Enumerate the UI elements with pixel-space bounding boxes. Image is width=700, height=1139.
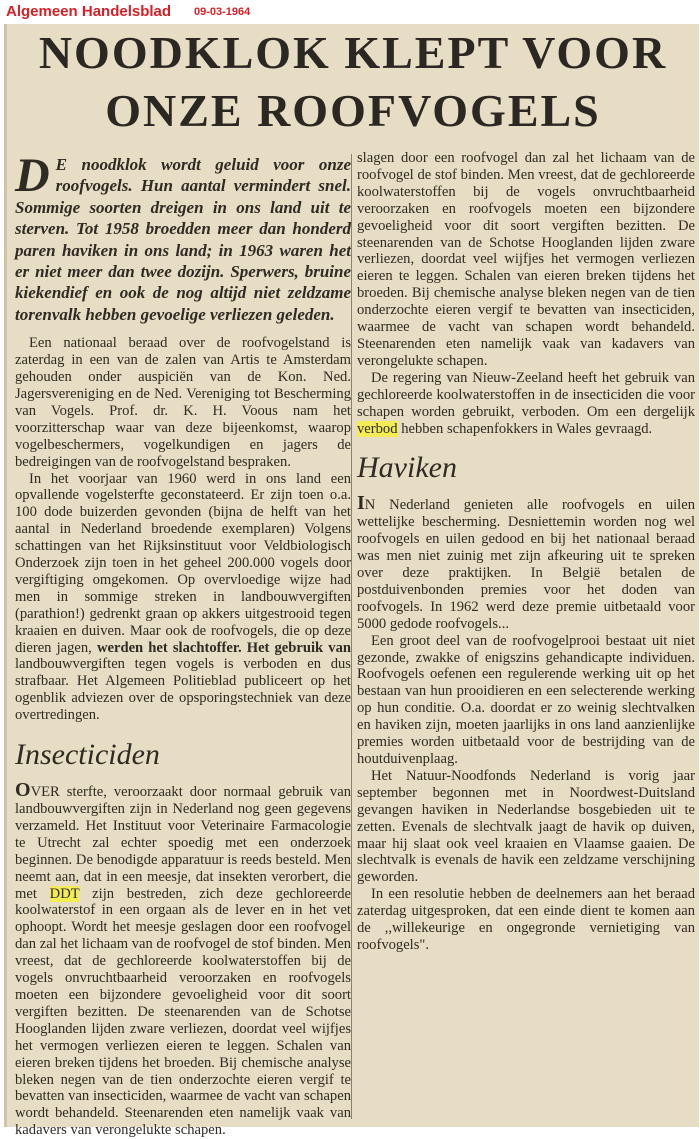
highlighted-term: verbod: [357, 420, 398, 437]
initial-letter: I: [357, 492, 365, 515]
lead-drop-cap: D: [15, 149, 50, 202]
paragraph: In een resolutie hebben de deelnemers aan het beraad zaterdag uitgesproken, dat een einde dient te komen aan de ,,willekeurige en ongegronde vernietiging van roofvogels".: [357, 886, 695, 953]
lead-paragraph: [15, 149, 351, 325]
column-divider: [351, 154, 352, 1119]
publication-name: Algemeen Handelsblad: [6, 3, 172, 20]
paragraph: Het Natuur-Noodfonds Nederland is vorig jaar september begonnen met in Noordwest-Duitsland gevangen haviken in Nederlandse bosgebieden uit te zetten. Evenals de slechtvalk jaagt de havik op duiven, maar hij slaat ook veel kraaien en Vlaamse gaaien. De slechtvalk is evenals de havik een zeldzame verschijning geworden.: [357, 767, 695, 886]
paragraph-text: De regering van Nieuw-Zeeland heeft het gebruik van gechloreerde koolwaterstoffen in de insecticiden die voor schapen worden gebruikt, verboden. Om een dergelijk: [357, 369, 695, 420]
initial-letter: O: [15, 779, 31, 802]
paragraph: [15, 779, 351, 1139]
headline-line-1: NOODKLOK KLEPT VOOR: [38, 27, 668, 78]
top-bar: [0, 0, 700, 24]
paragraph: [357, 492, 695, 632]
subheading-haviken: Haviken: [357, 451, 457, 485]
paragraph: Een nationaal beraad over de roofvogelstand is zaterdag in een van de zalen van Artis te Amsterdam gehouden onder auspiciën van de Kon. Ned. Jagersvereniging en de Ned. Vereniging tot Bescherming van Vogels. Prof. dr. K. H. Voous nam het voorzitterschap waar van deze bijeenkomst, waarop vogelbeschermers, vogelkundigen en jagers de bedreigingen van de roofvogelstand bespraken.: [15, 335, 351, 470]
paragraph-text: slagen door een roofvogel dan zal het lichaam van de roofvogel de stof binden. Men vreest, dat de gechloreerde koolwaterstoffen bij de vogels onvruchtbaarheid veroorzaken en roofvogels moeten een bijzondere gevoeligheid voor dit soort vergiften bezitten. De steenarenden van de Schotse Hooglanden lijden zware verliezen, doordat veel wijfjes het vermogen verliezen eieren te leggen. Schalen van eieren breken tijdens het broeden. Bij chemische analyse bleken negen van de tien onderzochte eieren vergif te bevatten van insecticiden, waarmee de vacht van schapen wordt behandeld. Steenarenden eten namelijk vaak van kadavers van verongelukte schapen.: [357, 150, 695, 369]
paragraph: Een groot deel van de roofvogelprooi bestaat uit niet gezonde, zwakke of enigszins gehandicapte individuen. Roofvogels oefenen een regulerende werking uit op het bestaan van hun prooidieren en een selecterende werking op hun conditie. O.a. doordat er zo weinig slechtvalken en haviken zijn, moeten jaarlijks in ons land aanzienlijke premies worden uitbetaald voor de bestrijding van de houtduivenplaag.: [357, 632, 695, 767]
paragraph-text: zijn bestreden, zich deze gechloreerde koolwaterstof in een orgaan als de lever en in het vet ophoopt. Wordt het meesje geslagen door een roofvogel dan zal het lichaam van de roofvogel de stof binden. Men vreest, dat de gechloreerde koolwaterstoffen bij de vogels onvruchtbaarheid veroorzaken en roofvogels moeten een bijzondere gevoeligheid voor dit soort vergiften bezitten. De steenarenden van de Schotse Hooglanden lijden zware verliezen, doordat veel wijfjes het vermogen verliezen eieren te leggen. Schalen van eieren breken tijdens het broeden. Bij chemische analyse bleken negen van de tien onderzochte eieren vergif te bevatten van insecticiden, waarmee de vacht van schapen wordt behandeld. Steenarenden eten namelijk vaak van kadavers van verongelukte schapen.: [15, 885, 351, 1139]
paragraph: [357, 150, 695, 370]
paragraph-text: landbouwvergiften tegen vogels is verboden en dus strafbaar. Het Algemeen Politieblad publiceert op het ogenblik adviezen over de opsporingstechniek van deze overtredingen.: [15, 656, 351, 724]
paragraph: [357, 370, 695, 438]
paragraph-text: hebben schapenfokkers in Wales gevraagd.: [401, 420, 653, 437]
newspaper-clipping: [4, 24, 699, 1139]
column-right: [357, 150, 695, 1124]
lead-text: E noodklok wordt geluid voor onze roofvogels. Hun aantal vermindert snel. Sommige soorten dreigen in ons land uit te sterven. Tot 1958 broedden meer dan honderd paren haviken in ons land; in 1963 waren het er niet meer dan twee dozijn. Sperwers, bruine kiekendief en ook de nog altijd niet zeldzame torenvalk hebben gevoelige verliezen geleden.: [15, 155, 351, 324]
column-left: [15, 149, 351, 1139]
paragraph: [15, 471, 351, 725]
headline-line-2: ONZE ROOFVOGELS: [105, 85, 601, 136]
paragraph-text: VER sterfte, veroorzaakt door normaal gebruik van landbouwvergiften zijn in Nederland nog geen gegevens verzameld. Het Instituut voor Veterinaire Farmacologie te Utrecht zal echter spoedig met een onderzoek beginnen. De benodigde apparatuur is reeds besteld. Men neemt aan, dat in een meesje, dat insekten verorbert, die met: [15, 784, 351, 902]
subheading-insecticiden: Insecticiden: [15, 738, 160, 772]
bold-text: werden het slachtoffer. Het gebruik van: [96, 639, 351, 656]
paragraph-text: N Nederland genieten alle roofvogels en uilen wettelijke bescherming. Desniettemin worden nog wel roofvogels en uilen gedood en bij het nationaal beraad was men niet zuinig met zijn afkeuring uit te spreken over deze praktijken. In België betalen de postduivenbonden premies voor het doden van roofvogels. In 1962 werd deze premie uitbetaald voor 5000 gedode roofvogels...: [357, 497, 695, 632]
paragraph-text: In het voorjaar van 1960 werd in ons land een opvallende vogelsterfte geconstateerd. Er zijn toen o.a. 100 dode buizerden gevonden (bijna de helft van het aantal in Nederland broedende exemplaren) Volgens schattingen van het Rijksinstituut voor Veldbiologisch Onderzoek zijn toen in het geheel 200.000 vogels door vergiftiging omgekomen. Op overvloedige wijze had men in sommige streken in landbouwvergiften (parathion!) gedrenkt graan op akkers uitgestrooid tegen kraaien en duiven. Maar ook de roofvogels, die op deze dieren jagen,: [15, 470, 351, 656]
publication-date: 09-03-1964: [194, 6, 251, 18]
highlighted-term: DDT: [49, 885, 80, 902]
